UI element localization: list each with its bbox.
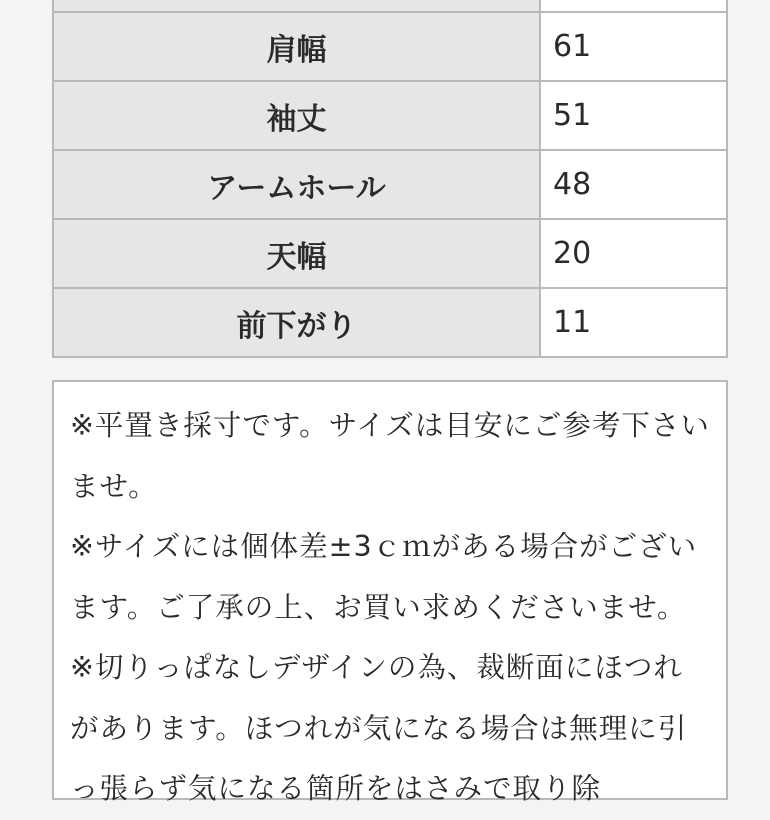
row-value: 48 — [540, 150, 727, 219]
notes-box — [52, 380, 728, 805]
row-value: 20 — [540, 219, 727, 288]
note-text: ※サイズには個体差±3ｃｍがある場合がございます。ご了承の上、お買い求めくださいませ。 — [70, 530, 698, 624]
table-row — [53, 150, 727, 219]
row-value: 61 — [540, 12, 727, 81]
table-row — [53, 0, 727, 12]
table-row — [53, 81, 727, 150]
row-label: 前下がり — [53, 288, 540, 357]
note-text: ※平置き採寸です。サイズは目安にご参考下さいませ。 — [70, 409, 710, 503]
row-label: 肩幅 — [53, 12, 540, 81]
row-value — [540, 0, 727, 12]
size-table — [52, 0, 728, 358]
row-value: 51 — [540, 81, 727, 150]
row-label: 袖丈 — [53, 81, 540, 150]
table-row — [53, 12, 727, 81]
note-text: ※切りっぱなしデザインの為、裁断面にほつれがあります。ほつれが気になる場合は無理に引っ張らず気になる箇所をはさみで取り除 — [70, 651, 688, 805]
row-label: 天幅 — [53, 219, 540, 288]
row-value: 11 — [540, 288, 727, 357]
table-row — [53, 288, 727, 357]
row-label — [53, 0, 540, 12]
row-label: アームホール — [53, 150, 540, 219]
table-row — [53, 219, 727, 288]
